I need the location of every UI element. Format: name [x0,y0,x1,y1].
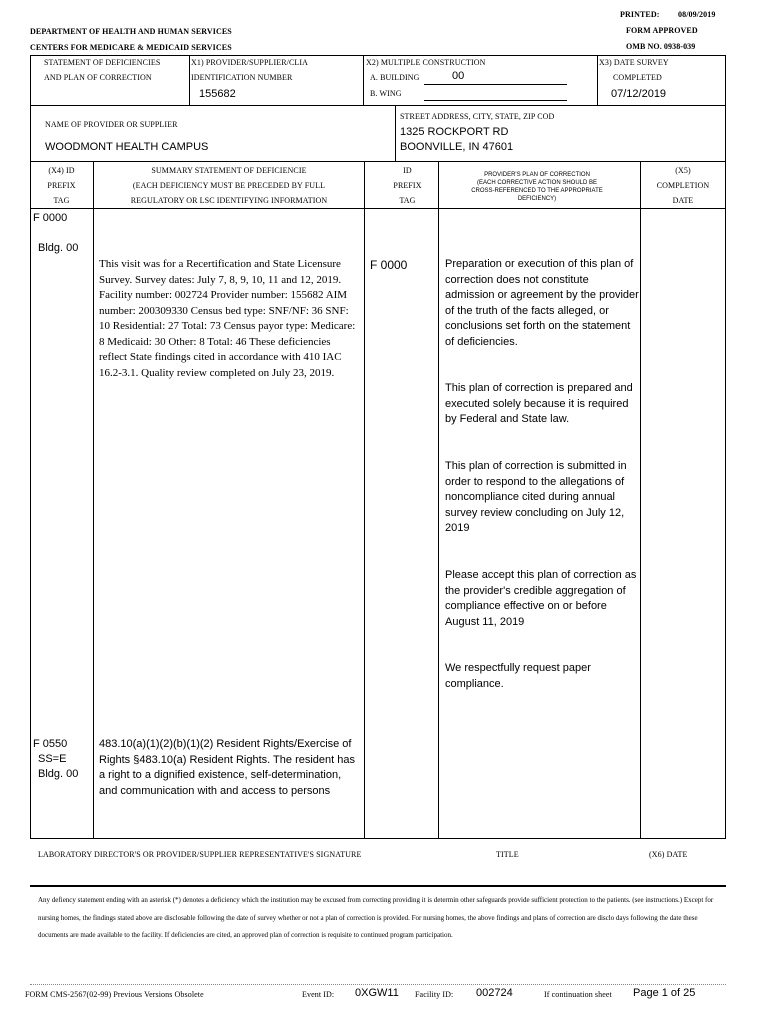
id-header-3: TAG [399,196,416,205]
form-number: FORM CMS-2567(02-99) Previous Versions Obsolete [25,990,204,999]
address-line-1: 1325 ROCKPORT RD [400,126,509,138]
department-name: DEPARTMENT OF HEALTH AND HUMAN SERVICES [30,27,232,36]
x2-label: X2) MULTIPLE CONSTRUCTION [366,58,486,67]
provider-box-divider [395,105,396,161]
tag-f0550: F 0550 [33,738,68,750]
columns-bottom-line [30,208,726,209]
col-line-summary [364,161,365,838]
plan-header-1: PROVIDER'S PLAN OF CORRECTION [484,172,590,178]
form-approved: FORM APPROVED [626,26,698,35]
signature-bottom-line [30,885,726,887]
plan-paragraph-2: This plan of correction is prepared and executed solely because it is required by Federal and State law. [445,382,633,425]
provider-box-right [725,105,726,161]
columns-top-line [30,161,726,162]
survey-completed-date: 07/12/2019 [611,88,667,100]
col-line-left [30,161,31,838]
building-value: 00 [452,70,465,82]
plan-header-3: CROSS-REFERENCED TO THE APPROPRIATE [471,188,603,194]
top-box-bottom-line [30,105,726,106]
x3-label: X3) DATE SURVEY [599,58,669,67]
tag-bldg-00-second: Bldg. 00 [38,768,79,780]
facility-id-value: 002724 [476,987,513,999]
id-tag-f0000: F 0000 [370,258,408,272]
col-line-plan [640,161,641,838]
col-line-right [725,161,726,838]
footer-line [30,984,726,985]
top-box-left-line [30,55,31,105]
x3-label-2: COMPLETED [613,73,662,82]
x4-header-2: PREFIX [47,181,76,190]
event-id-value: 0XGW11 [355,987,399,999]
x5-header-1: (X5) [675,166,691,175]
plan-header-4: DEFICIENCY) [517,196,557,202]
wing-underline [424,100,567,101]
address-line-2: BOONVILLE, IN 47601 [400,141,514,153]
id-header-2: PREFIX [393,181,422,190]
building-underline [424,84,567,85]
signature-label: LABORATORY DIRECTOR'S OR PROVIDER/SUPPLIER REPRESENTATIVE'S SIGNATURE [38,850,362,859]
bldg-00: Bldg. 00 [38,242,79,254]
x5-header-3: DATE [672,196,694,205]
plan-paragraph-5: We respectfully request paper compliance. [445,662,591,690]
wing-label: B. WING [370,89,402,98]
provider-name-label: NAME OF PROVIDER OR SUPPLIER [45,120,178,129]
printed-date: 08/09/2019 [678,10,716,19]
summary-header-3: REGULATORY OR LSC IDENTIFYING INFORMATION [130,196,328,205]
summary-f0000: This visit was for a Recertification and State Licensure Survey. Survey dates: July 7, 8, 9, 10, 11 and 12, 2019. Facility number: 002724 Provider number: 155682 AIM number: 200309330 Census bed type: SNF/NF: 36 SNF: 10 Residential: 27 Total: 73 Census payor type: Medicare: 8 Medicaid: 30 Other: 8 Total: 46 These deficiencies reflect State findings cited in accordance with 410 IAC 16.2-3.1. Quality review completed on July 23, 2019. [99,258,356,379]
top-box-top-line [30,55,726,56]
address-label: STREET ADDRESS, CITY, STATE, ZIP COD [400,112,555,121]
continuation-label: If continuation sheet [544,990,612,999]
plan-paragraph-1: Preparation or execution of this plan of correction does not constitute admission or agreement by the provider of the truth of the facts alleged, or conclusions set forth on the statement of deficiencies. [445,258,639,348]
summary-header-2: (EACH DEFICIENCY MUST BE PRECEDED BY FULL [132,181,326,190]
provider-name: WOODMONT HEALTH CAMPUS [45,141,209,153]
x1-label: X1) PROVIDER/SUPPLIER/CLIA [191,58,309,67]
col-line-id [438,161,439,838]
plan-paragraph-3: This plan of correction is submitted in order to respond to the allegations of noncompliance cited during annual survey review concluding on July 12, 2019 [445,460,627,534]
x4-header-3: TAG [53,196,70,205]
col-line-x4 [93,161,94,838]
plan-header-2: (EACH CORRECTIVE ACTION SHOULD BE [476,180,598,186]
title-label: TITLE [496,850,519,859]
id-header-1: ID [403,166,412,175]
x5-header-2: COMPLETION [656,181,710,190]
top-box-divider-1 [189,55,190,105]
provider-id-value: 155682 [199,88,236,100]
x1-label-2: IDENTIFICATION NUMBER [191,73,293,82]
x6-date-label: (X6) DATE [649,850,688,859]
plan-paragraph-4: Please accept this plan of correction as the provider's credible aggregation of compliance effective on or before August 11, 2019 [445,569,637,628]
disclaimer-text: Any defiency statement ending with an asterisk (*) denotes a deficiency which the institution may be excused from correcting providing it is determin other safeguards provide sufficient protection to the patients. (see instructions.) Except for nursing homes, the findings stated above are disclosable following the date of survey whether or not a plan of correction is provided. For nursing homes, the above findings and plans of correction are disclo days following the date these documents are made available to the facility. If deficiencies are cited, an approved plan of correction is requisite to continued program participation. [38,896,714,939]
x4-header-1: (X4) ID [48,166,75,175]
omb-number: OMB NO. 0938-039 [626,42,696,51]
body-bottom-line [30,838,726,839]
tag-f0000: F 0000 [33,212,68,224]
summary-f0550: 483.10(a)(1)(2)(b)(1)(2) Resident Rights/Exercise of Rights §483.10(a) Resident Rights. The resident has a right to a dignified existence, self-determination, and communication with and access to persons [99,738,355,797]
tag-ss-e: SS=E [38,753,67,765]
statement-label-1: STATEMENT OF DEFICIENCIES [44,58,161,67]
facility-id-label: Facility ID: [415,990,454,999]
provider-box-left [30,105,31,161]
printed-label: PRINTED: [620,10,660,19]
page-number: Page 1 of 25 [633,987,696,999]
summary-header-1: SUMMARY STATEMENT OF DEFICIENCIE [151,166,307,175]
statement-label-2: AND PLAN OF CORRECTION [44,73,152,82]
building-label: A. BUILDING [370,73,420,82]
centers-name: CENTERS FOR MEDICARE & MEDICAID SERVICES [30,43,232,52]
top-box-divider-3 [597,55,598,105]
top-box-divider-2 [363,55,364,105]
event-id-label: Event ID: [302,990,335,999]
top-box-right-line [725,55,726,105]
